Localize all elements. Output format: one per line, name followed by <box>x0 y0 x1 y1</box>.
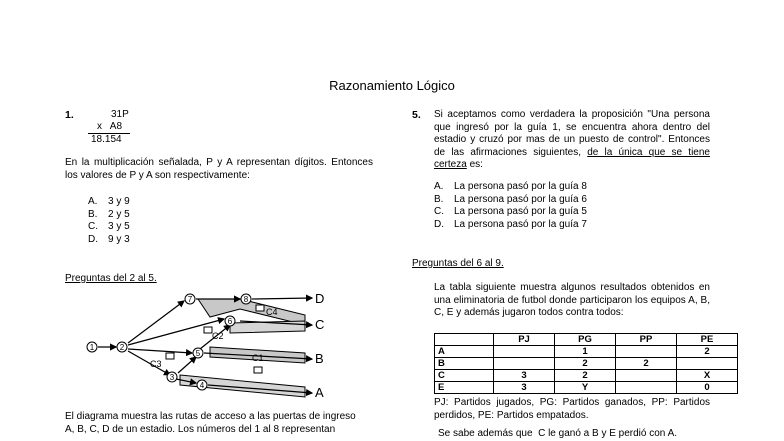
table-cell: B <box>435 358 494 370</box>
table-cell: C <box>435 370 494 382</box>
table-header-cell: PP <box>616 334 677 346</box>
route-8-d <box>252 298 312 299</box>
checkpoint-c2-icon <box>204 327 212 333</box>
door-c-label: C <box>315 317 325 332</box>
route-2-3 <box>128 351 170 375</box>
table-cell: A <box>435 346 494 358</box>
route-2-5 <box>128 349 192 353</box>
section-2-5-text-line2: A, B, C, D de un estadio. Los números del 1 al 8 representan <box>65 424 336 435</box>
door-a-label: A <box>315 385 324 399</box>
multiplication-multiplier: x A8 <box>97 121 123 132</box>
checkpoint-c1-label: C1 <box>252 353 264 363</box>
table-cell: E <box>435 382 494 394</box>
multiplication-top: 31P <box>111 109 129 120</box>
table-cell: 2 <box>555 370 616 382</box>
question-5-options <box>434 181 587 231</box>
stadium-routes-diagram <box>80 287 330 399</box>
door-d-label: D <box>315 291 325 306</box>
checkpoint-c4-label: C4 <box>266 307 278 317</box>
table-cell <box>677 358 738 370</box>
section-6-9-heading: Preguntas del 6 al 9. <box>412 258 504 269</box>
node-5-label: 5 <box>195 349 201 358</box>
q5-option-c[interactable]: C. La persona pasó por la guía 5 <box>434 206 587 217</box>
node-2-label: 2 <box>119 343 125 352</box>
question-5-number: 5. <box>412 109 421 121</box>
table-cell <box>494 346 555 358</box>
option-c[interactable]: C. 3 y 5 <box>88 221 130 232</box>
table-header-cell <box>435 334 494 346</box>
question-1-number: 1. <box>65 109 74 121</box>
table-cell: 3 <box>494 370 555 382</box>
table-cell: 2 <box>616 358 677 370</box>
table-row <box>435 358 738 370</box>
table-cell <box>616 370 677 382</box>
checkpoint-c3-label: C3 <box>150 359 162 369</box>
q5-option-a[interactable]: A. La persona pasó por la guía 8 <box>434 181 587 192</box>
table-cell <box>494 358 555 370</box>
table-row <box>435 346 738 358</box>
option-d[interactable]: D. 9 y 3 <box>88 233 130 245</box>
checkpoint-c1-icon <box>254 367 262 373</box>
table-cell: 3 <box>494 382 555 394</box>
question-5-underlined: de la única que se tiene certeza <box>434 146 710 170</box>
table-header-cell: PG <box>555 334 616 346</box>
question-1-options <box>88 196 130 246</box>
table-header-row <box>435 334 738 346</box>
node-3-label: 3 <box>169 373 175 382</box>
q5-option-d[interactable]: D. La persona pasó por la guía 7 <box>434 218 587 230</box>
results-table <box>434 333 738 394</box>
option-a[interactable]: A. 3 y 9 <box>88 196 130 207</box>
table-row <box>435 370 738 382</box>
node-6-label: 6 <box>227 317 233 326</box>
table-cell <box>616 382 677 394</box>
section-6-9-intro: La tabla siguiente muestra algunos resultados obtenidos en una eliminatoria de futbol donde participaron los equipos A, B, C, E y además jugaron todos contra todos: <box>434 282 710 318</box>
route-3-5 <box>178 357 196 373</box>
table-cell: Y <box>555 382 616 394</box>
question-1-text: En la multiplicación señalada, P y A representan dígitos. Entonces los valores de P y A son respectivamente: <box>65 157 373 181</box>
section-2-5-heading: Preguntas del 2 al 5. <box>65 273 157 284</box>
table-cell: 2 <box>555 358 616 370</box>
node-7-label: 7 <box>187 295 193 304</box>
multiplication-result: 18.154 <box>91 134 122 145</box>
door-b-label: B <box>315 351 324 366</box>
table-row <box>435 382 738 394</box>
checkpoint-c2-label: C2 <box>212 331 224 341</box>
node-1-label: 1 <box>89 343 95 352</box>
section-6-9-extra: Se sabe además que C le ganó a B y E perdió con A. <box>438 428 678 439</box>
route-2-7 <box>128 301 184 343</box>
page-title: Razonamiento Lógico <box>329 78 455 93</box>
table-cell: X <box>677 370 738 382</box>
option-b[interactable]: B. 2 y 5 <box>88 208 130 220</box>
table-header-cell: PJ <box>494 334 555 346</box>
node-4-label: 4 <box>199 381 205 390</box>
table-cell: 1 <box>555 346 616 358</box>
section-2-5-text-line1: El diagrama muestra las rutas de acceso a las puertas de ingreso <box>65 411 356 422</box>
table-header-cell: PE <box>677 334 738 346</box>
table-cell: 0 <box>677 382 738 394</box>
node-8-label: 8 <box>243 295 249 304</box>
checkpoint-c3-icon <box>166 353 174 359</box>
table-legend: PJ: Partidos jugados, PG: Partidos ganados, PP: Partidos perdidos, PE: Partidos empatados. <box>434 397 710 421</box>
checkpoint-c4-icon <box>256 305 264 311</box>
table-cell: 2 <box>677 346 738 358</box>
question-5-text: Si aceptamos como verdadera la proposición "Una persona que ingresó por la guía 1, se encuentra ahora dentro del estadio y cruzó por mas de un puesto de control". Entonces de las afirmaciones siguientes, de la única que se tiene certeza es: <box>434 109 710 170</box>
table-cell <box>616 346 677 358</box>
q5-option-b[interactable]: B. La persona pasó por la guía 6 <box>434 193 587 205</box>
